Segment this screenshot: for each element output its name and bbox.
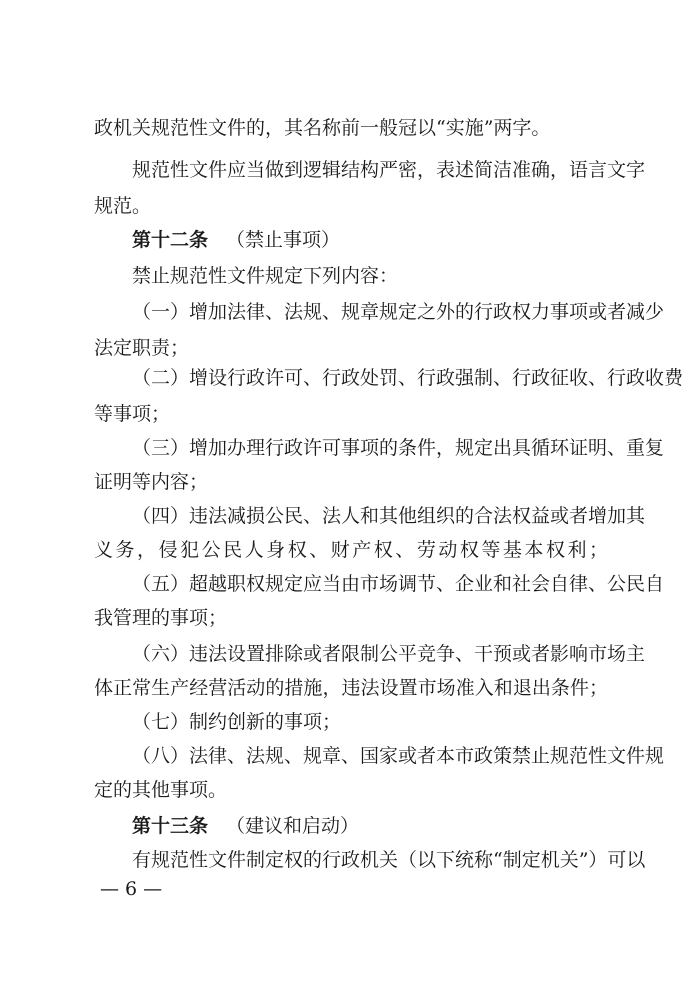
article-number: 第十二条 xyxy=(132,229,209,251)
text-line: （一）增加法律、法规、规章规定之外的行政权力事项或者减少 xyxy=(132,301,665,323)
text-line: （八）法律、法规、规章、国家或者本市政策禁止规范性文件规 xyxy=(132,745,665,767)
article-subtitle: （禁止事项） xyxy=(226,229,341,251)
text-line: 规范性文件应当做到逻辑结构严密，表述简洁准确，语言文字 xyxy=(132,159,646,181)
article-heading xyxy=(94,808,608,844)
text-line: （三）增加办理行政许可事项的条件，规定出具循环证明、重复 xyxy=(132,437,665,459)
text-line: 定的其他事项。 xyxy=(94,779,228,801)
text-line: 等事项； xyxy=(94,403,171,425)
text-line: 义务，侵犯公民人身权、财产权、劳动权等基本权利； xyxy=(94,539,608,561)
text-line: 规范。 xyxy=(94,195,152,217)
text-line: （六）违法设置排除或者限制公平竞争、干预或者影响市场主 xyxy=(132,643,646,665)
text-line: （七）制约创新的事项； xyxy=(132,711,342,733)
text-line: 禁止规范性文件规定下列内容： xyxy=(132,265,399,287)
text-line: 体正常生产经营活动的措施，违法设置市场准入和退出条件； xyxy=(94,677,608,699)
text-line: （四）违法减损公民、法人和其他组织的合法权益或者增加其 xyxy=(132,505,646,527)
article-subtitle: （建议和启动） xyxy=(226,815,360,837)
text-line: 我管理的事项； xyxy=(94,607,228,629)
article-heading xyxy=(94,222,608,258)
text-line: （五）超越职权规定应当由市场调节、企业和社会自律、公民自 xyxy=(132,573,665,595)
page-number: — 6 — xyxy=(100,878,163,900)
text-line: 有规范性文件制定权的行政机关（以下统称“制定机关”）可以 xyxy=(132,849,646,871)
text-line: 政机关规范性文件的，其名称前一般冠以“实施”两字。 xyxy=(94,117,551,139)
text-line: 法定职责； xyxy=(94,337,190,359)
text-line: 证明等内容； xyxy=(94,471,209,493)
text-line: （二）增设行政许可、行政处罚、行政强制、行政征收、行政收费 xyxy=(132,367,684,389)
article-number: 第十三条 xyxy=(132,815,209,837)
